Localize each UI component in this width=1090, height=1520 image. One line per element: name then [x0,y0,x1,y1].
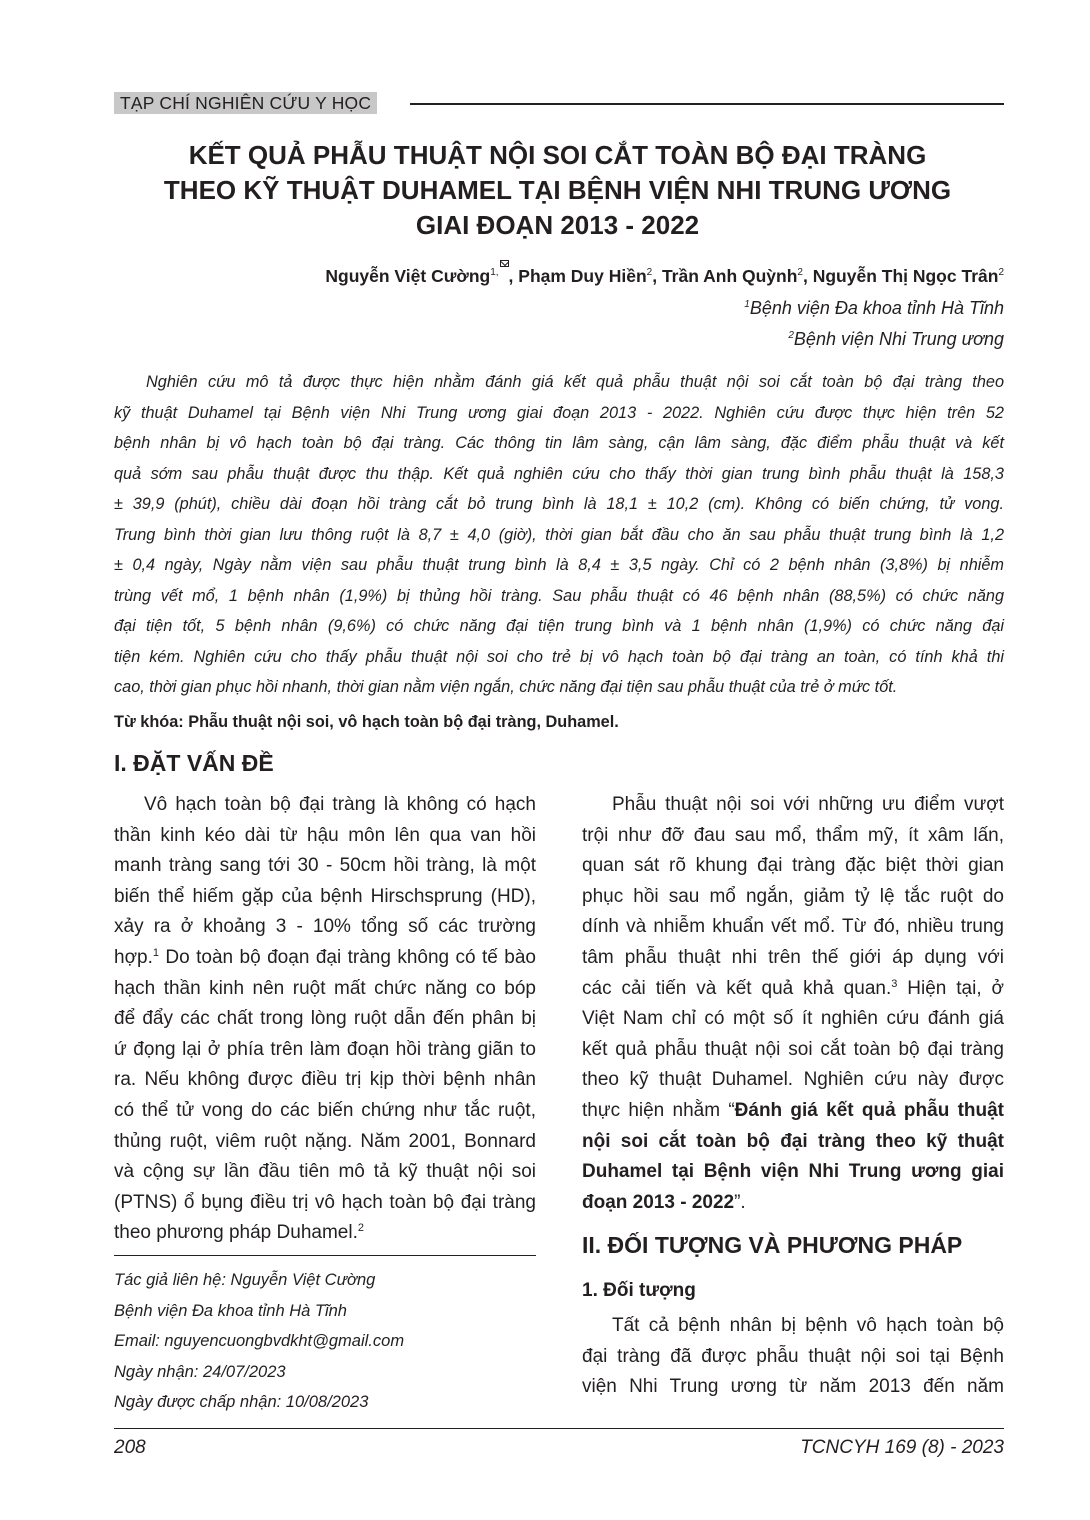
author-4: Nguyễn Thị Ngọc Trân [812,266,999,286]
section-heading-methods: II. ĐỐI TƯỢNG VÀ PHƯƠNG PHÁP [582,1232,963,1258]
body-line: manh tràng sang tới 30 - 50cm hồi tràng, là một [114,855,536,877]
body-line: thần kinh kéo dài từ hậu môn lên qua van hồi [114,824,536,846]
title-line-2: THEO KỸ THUẬT DUHAMEL TẠI BỆNH VIỆN NHI TRUNG ƯƠNG [163,175,952,205]
author-2: Phạm Duy Hiền [518,266,647,286]
journal-label: TẠP CHÍ NGHIÊN CỨU Y HỌC [114,92,377,114]
body-line: theo kỹ thuật Duhamel. Nghiên cứu này được [582,1069,1004,1091]
body-line: có thể tử vong do các biến chứng như tắc ruột, [114,1099,536,1121]
body-line: viện Nhi Trung ương từ năm 2013 đến năm [582,1376,1004,1398]
body-line: phục hồi sau mổ ngắn, giảm tỷ lệ tắc ruột do [582,885,1004,907]
body-line: Tất cả bệnh nhân bị bệnh vô hạch toàn bộ [612,1315,1004,1336]
journal-header [114,92,1004,116]
body-line: tâm phẫu thuật nhi trên thế giới áp dụng với [582,946,1004,968]
author-3: Trần Anh Quỳnh [661,266,798,286]
study-aim-bold: Đánh giá kết quả phẫu thuật [734,1099,1005,1121]
affiliation-1: $^1$Bệnh viện Đa khoa tỉnh Hà Tĩnh [744,298,1004,318]
journal-reference: TCNCYH 169 (8) - 2023 [800,1437,1004,1458]
contact-institution: Bệnh viện Đa khoa tỉnh Hà Tĩnh [114,1301,347,1320]
title-line-3: GIAI ĐOẠN 2013 - 2022 [415,210,700,240]
abstract-line: cao, thời gian phục hồi nhanh, thời gian nằm viện ngắn, chức năng đại tiện sau phẫu thuật của trẻ ở mức tốt. [114,678,898,696]
citation-2: 2 [357,1222,364,1235]
abstract-line: Nghiên cứu mô tả được thực hiện nhằm đánh giá kết quả phẫu thuật nội soi cắt toàn bộ đại tràng theo [146,373,1004,391]
abstract-line: bệnh nhân bị vô hạch toàn bộ đại tràng. Các thông tin lâm sàng, cận lâm sàng, đặc điểm phẫu thuật và kết [114,434,1004,452]
body-line: để đẩy các chất trong lòng ruột dẫn đến phân bị [114,1008,536,1030]
article-title [100,138,1015,243]
body-line: ứ đọng lại ở phía trên làm đoạn hồi tràng giãn to [114,1038,536,1060]
affiliation-2: $^2$Bệnh viện Nhi Trung ương [788,329,1004,349]
citation-1: 1 [152,946,159,959]
body-line: xảy ra ở khoảng 3 - 10% tổng số các trường [114,916,536,938]
body-line: đại tràng đã được phẫu thuật nội soi tại Bệnh [582,1345,1004,1367]
body-line: hợp.$^1$ Do toàn bộ đoạn đại tràng không có tế bào [114,946,536,968]
body-line: Duhamel tại Bệnh viện Nhi Trung ương giai [582,1161,1004,1183]
contact-email: Email: nguyencuongbvdkht@gmail.com [114,1332,405,1350]
body-line: các cải tiến và kết quả khả quan.$^3$ Hiện tại, ở [582,977,1005,999]
envelope-icon [500,260,509,267]
title-line-1: KẾT QUẢ PHẪU THUẬT NỘI SOI CẮT TOÀN BỘ ĐẠI TRÀNG [188,140,927,170]
author-1: Nguyễn Việt Cường [325,266,491,286]
accepted-date: Ngày được chấp nhận: 10/08/2023 [114,1393,369,1411]
body-line: ra. Nếu không được điều trị kịp thời bệnh nhân [114,1069,536,1091]
body-line: nội soi cắt toàn bộ đại tràng theo kỹ thuật [582,1130,1004,1152]
abstract-line: Trung bình thời gian lưu thông ruột là 8,7 ± 4,0 (giờ), thời gian bắt đầu cho ăn sau phẫu thuật trung bình là 1,2 [114,525,1004,544]
author-list: Nguyễn Việt Cường$^{1,}$ , Phạm Duy Hiền$^2$, Trần Anh Quỳnh$^2$, Nguyễn Thị Ngọc Trân$^2$ [325,260,1004,287]
footer-rule [114,1428,1004,1429]
body-line: Việt Nam chỉ có một số ít nghiên cứu đánh giá [582,1008,1004,1030]
contact-author: Tác giả liên hệ: Nguyễn Việt Cường [114,1271,376,1289]
body-line: kết quả phẫu thuật nội soi cắt toàn bộ đại tràng [582,1038,1004,1060]
abstract-line: ± 39,9 (phút), chiều dài đoạn hồi tràng cắt bỏ trung bình là 18,1 ± 10,2 (cm). Không có biến chứng, tử vong. [114,495,1004,513]
abstract-line: đại tiện tốt, 5 bệnh nhân (9,6%) có chức năng đại tiện trung bình và 1 bệnh nhân (1,9%) có chức năng đại [114,617,1004,635]
body-line: (PTNS) ổ bụng điều trị vô hạch toàn bộ đại tràng [114,1191,536,1213]
body-line: Vô hạch toàn bộ đại tràng là không có hạch [144,794,536,815]
page-number: 208 [114,1437,146,1458]
abstract-line: tiện kém. Nghiên cứu cho thấy phẫu thuật nội soi cho trẻ bị vô hạch toàn bộ đại tràng an toàn, có tính khả thi [114,647,1004,666]
received-date: Ngày nhận: 24/07/2023 [114,1362,286,1381]
body-line: thủng ruột, viêm ruột nặng. Năm 2001, Bonnard [114,1130,536,1152]
body-line: theo phương pháp Duhamel.$^2$ [114,1222,364,1244]
abstract-line: ± 0,4 ngày, Ngày nằm viện sau phẫu thuật trung bình là 8,4 ± 3,5 ngày. Chỉ có 2 bệnh nhân (3,8%) bị nhiễm [114,556,1004,574]
left-column [114,790,536,1249]
abstract [114,367,1004,703]
header-rule [410,103,1004,105]
abstract-line: trùng vết mổ, 1 bệnh nhân (1,9%) bị thủng hồi tràng. Sau phẫu thuật có 46 bệnh nhân (88,5%) có chức năng [114,586,1004,605]
right-column [582,790,1004,1218]
author-1-sup: 1, [490,267,499,278]
section-heading-introduction: I. ĐẶT VẤN ĐỀ [114,750,274,776]
abstract-line: kỹ thuật Duhamel tại Bệnh viện Nhi Trung ương giai đoạn 2013 - 2022. Nghiên cứu được thực hiện trên 52 [114,403,1004,422]
body-line: hạch thần kinh nên ruột mất chức năng co bóp [114,977,536,999]
methods-text [582,1311,1004,1403]
body-line: quan sát rõ khung đại tràng đặc biệt thời gian [582,855,1004,877]
body-line: Phẫu thuật nội soi với những ưu điểm vượt [612,794,1004,815]
subsection-heading-subjects: 1. Đối tượng [582,1280,696,1301]
body-line: đoạn 2013 - 2022”. [582,1191,746,1213]
body-line: thực hiện nhằm “Đánh giá kết quả phẫu thuật [582,1099,1005,1121]
body-line: và cộng sự lần đầu tiên mô tả kỹ thuật nội soi [114,1161,536,1183]
body-line: biến thể hiếm gặp của bệnh Hirschsprung (HD), [114,885,536,907]
footnote-rule [114,1255,536,1256]
corresponding-author-note [114,1265,404,1418]
abstract-line: quả sớm sau phẫu thuật được thu thập. Kết quả nghiên cứu cho thấy thời gian trung bình phẫu thuật là 158,3 [114,464,1004,483]
body-line: trội như đỡ đau sau mổ, thẩm mỹ, ít xâm lấn, [582,824,1004,846]
body-line: dính và nhiễm khuẩn vết mổ. Từ đó, nhiều trung [582,916,1004,938]
keywords: Từ khóa: Phẫu thuật nội soi, vô hạch toàn bộ đại tràng, Duhamel. [114,713,619,731]
citation-3: 3 [891,977,898,990]
